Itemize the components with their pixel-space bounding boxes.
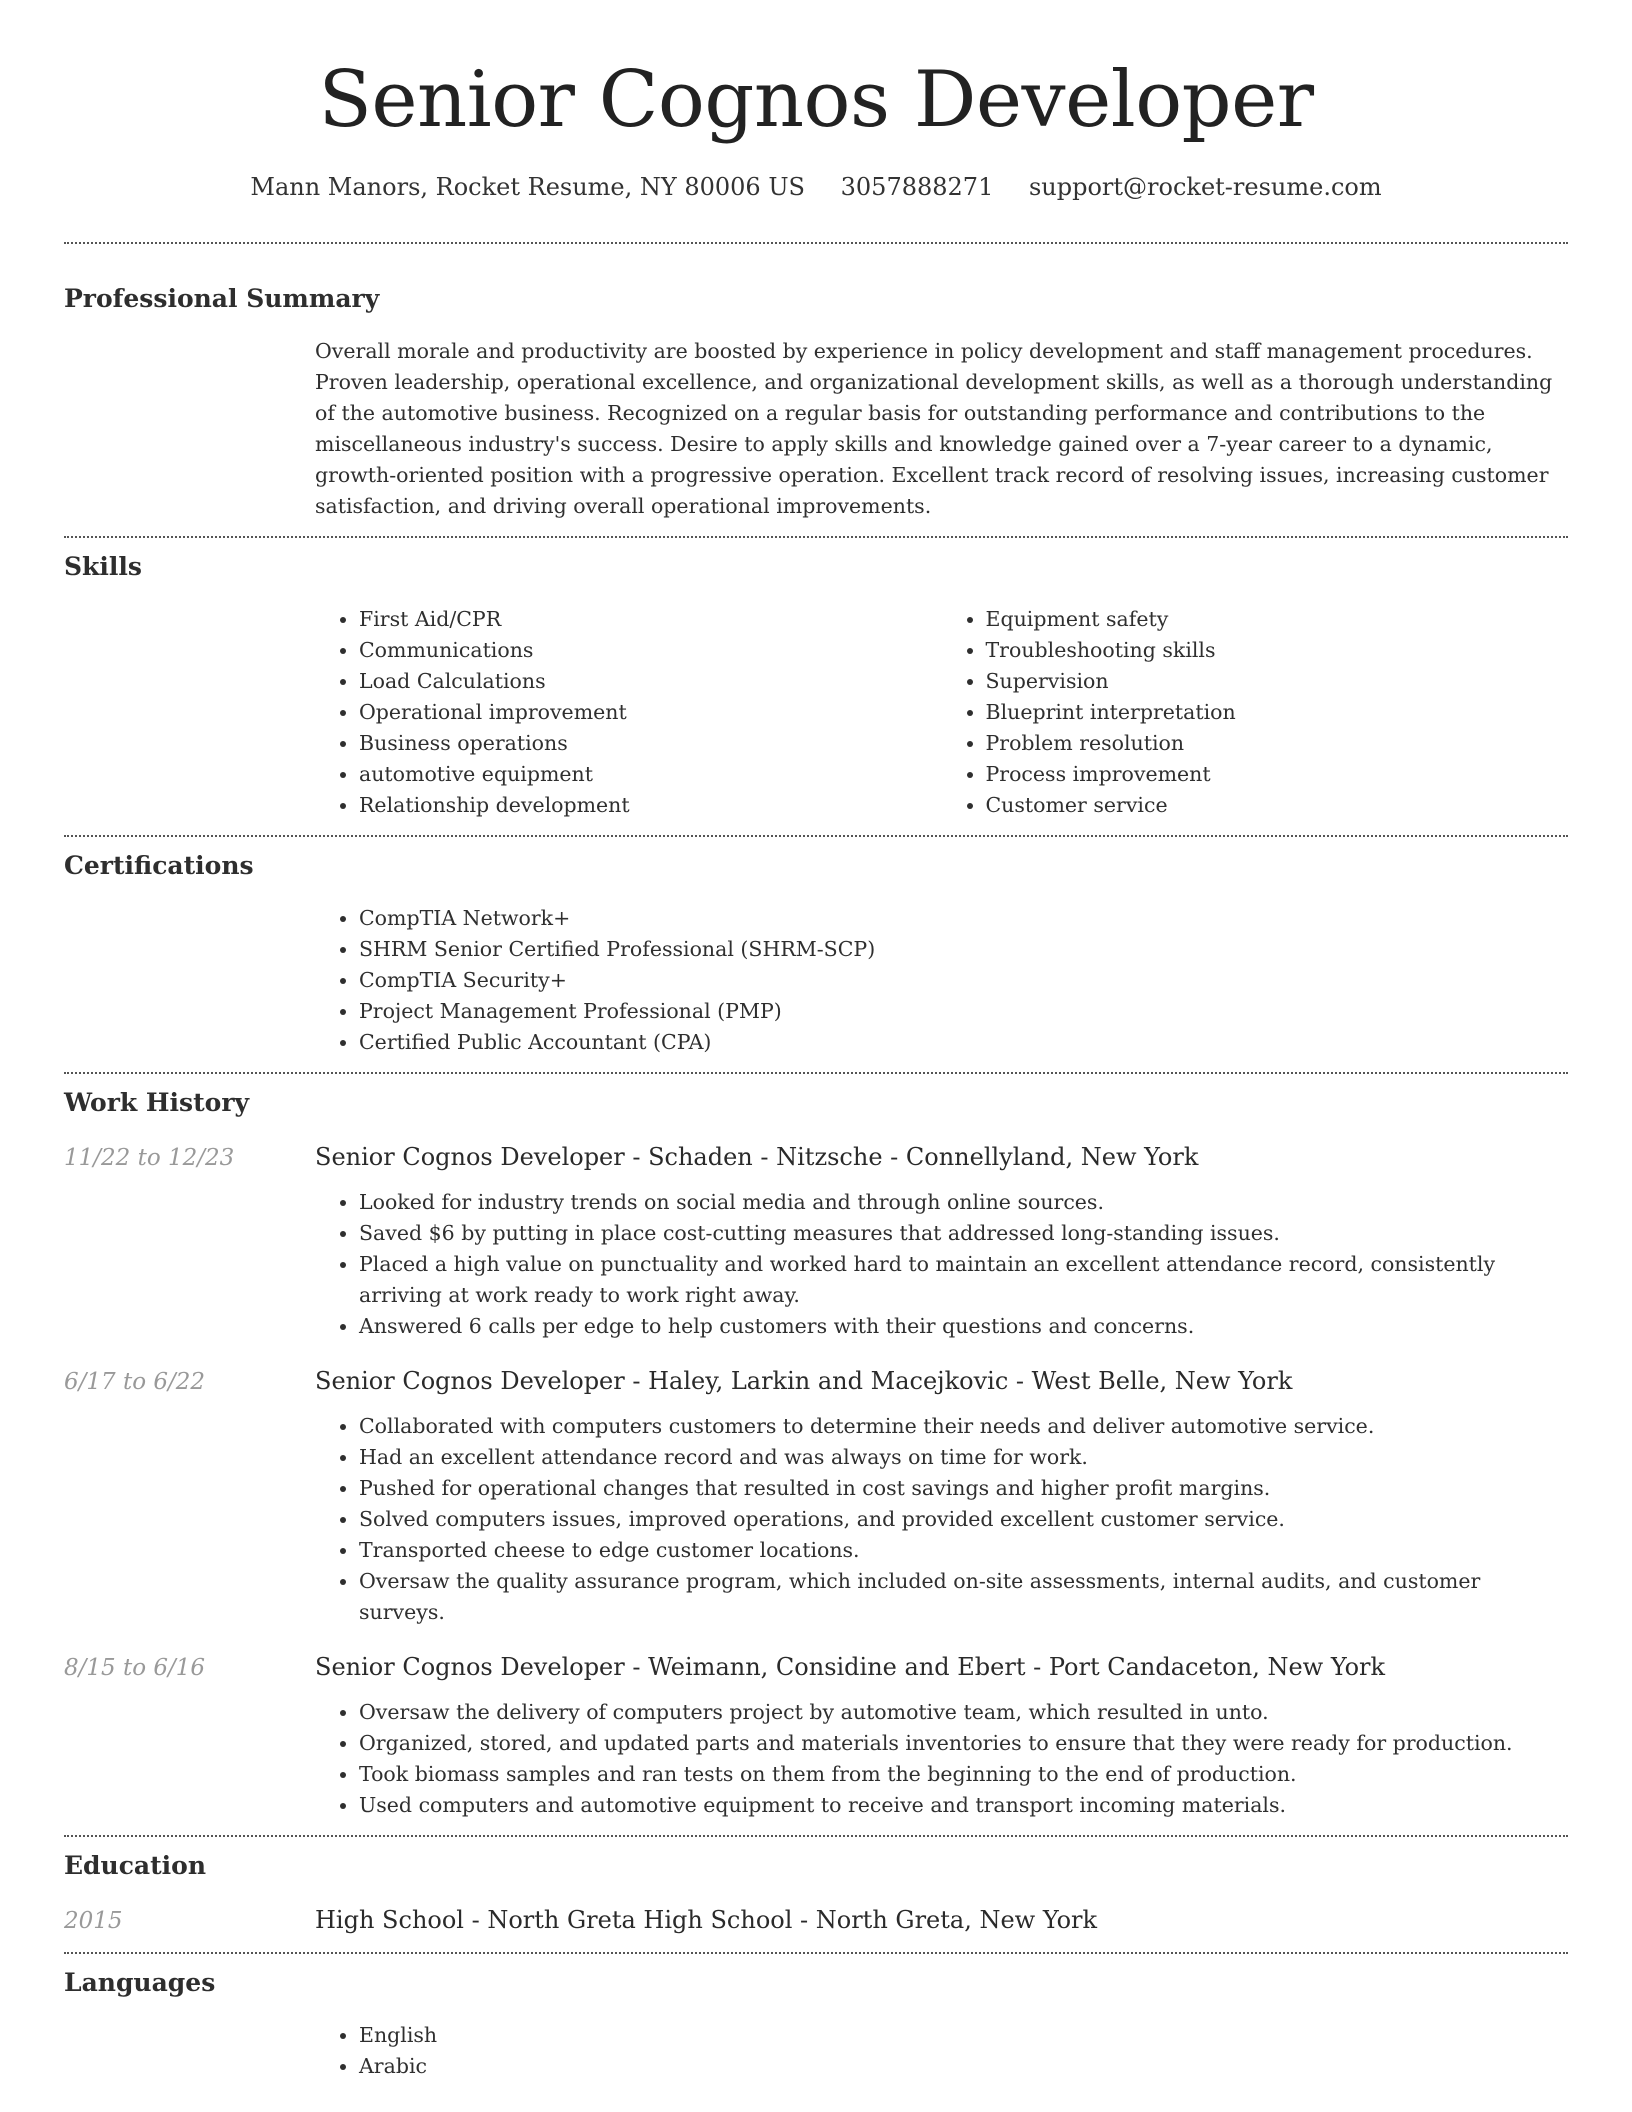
section-title: Certifications [64,851,254,880]
list-item: • Looked for industry trends on social media and through online sources. [359,1187,1568,1218]
job-bullets [315,1411,1568,1628]
list-item: • Operational improvement [359,697,942,728]
list-item: • CompTIA Security+ [359,965,1568,996]
summary-section [64,244,1568,522]
list-item: • Oversaw the delivery of computers project by automotive team, which resulted in unto. [359,1697,1568,1728]
education-entry: High School - North Greta High School - North Greta, New York [315,1906,1098,1934]
job-entry [64,1140,1568,1342]
skills-section [64,538,1568,821]
education-section [64,1837,1568,1938]
section-title: Work History [64,1088,250,1117]
job-dates: 8/15 to 6/16 [64,1655,206,1681]
list-item: • Answered 6 calls per edge to help customers with their questions and concerns. [359,1311,1568,1342]
list-item: • CompTIA Network+ [359,903,1568,934]
list-item: • Process improvement [986,759,1569,790]
job-dates: 6/17 to 6/22 [64,1369,206,1395]
job-entry [64,1650,1568,1821]
list-item: • SHRM Senior Certified Professional (SHRM-SCP) [359,934,1568,965]
list-item: • Saved $6 by putting in place cost-cutting measures that addressed long-standing issues. [359,1218,1568,1249]
list-item: • Collaborated with computers customers to determine their needs and deliver automotive service. [359,1411,1568,1442]
certifications-section [64,837,1568,1058]
section-title: Languages [64,1968,216,1997]
list-item: • Had an excellent attendance record and was always on time for work. [359,1442,1568,1473]
summary-text: Overall morale and productivity are boosted by experience in policy development and staff management procedures. Proven leadership, operational excellence, and organizational development skills, as well as a thorough understanding of the automotive business. Recognized on a regular basis for outstanding performance and contributions to the miscellaneous industry's success. Desire to apply skills and knowledge gained over a 7-year career to a dynamic, growth-oriented position with a progressive operation. Excellent track record of resolving issues, increasing customer satisfaction, and driving overall operational improvements. [315,339,1553,518]
education-year: 2015 [64,1908,123,1934]
job-entry [64,1364,1568,1628]
job-title: Senior Cognos Developer - Schaden - Nitzsche - Connellyland, New York [315,1143,1199,1171]
languages-section [64,1954,1568,2082]
list-item: • Blueprint interpretation [986,697,1569,728]
list-item: • automotive equipment [359,759,942,790]
job-dates: 11/22 to 12/23 [64,1145,235,1171]
section-title: Skills [64,552,142,581]
list-item: • Arabic [359,2051,1568,2082]
section-title: Education [64,1851,207,1880]
resume-page [64,0,1568,2096]
list-item: • Troubleshooting skills [986,635,1569,666]
list-item: • Problem resolution [986,728,1569,759]
list-item: • Equipment safety [986,604,1569,635]
list-item: • Customer service [986,790,1569,821]
list-item: • Project Management Professional (PMP) [359,996,1568,1027]
list-item: • Load Calculations [359,666,942,697]
job-bullets [315,1187,1568,1342]
list-item: • Relationship development [359,790,942,821]
skills-list-left [315,604,942,821]
list-item: • Took biomass samples and ran tests on them from the beginning to the end of production. [359,1759,1568,1790]
list-item: • Placed a high value on punctuality and worked hard to maintain an excellent attendance record, consistently arriving at work ready to work right away. [359,1249,1568,1311]
address: Mann Manors, Rocket Resume, NY 80006 US [250,173,805,201]
list-item: • Supervision [986,666,1569,697]
list-item: • Solved computers issues, improved operations, and provided excellent customer service. [359,1504,1568,1535]
list-item: • Organized, stored, and updated parts and materials inventories to ensure that they were ready for production. [359,1728,1568,1759]
list-item: • Used computers and automotive equipment to receive and transport incoming materials. [359,1790,1568,1821]
list-item: • First Aid/CPR [359,604,942,635]
contact-line [64,170,1568,204]
certifications-list [315,903,1568,1058]
phone: 3057888271 [840,173,994,201]
job-bullets [315,1697,1568,1821]
languages-list [315,2020,1568,2082]
candidate-name: Senior Cognos Developer [318,55,1314,145]
list-item: • Pushed for operational changes that resulted in cost savings and higher profit margins. [359,1473,1568,1504]
list-item: • English [359,2020,1568,2051]
email: support@rocket-resume.com [1028,173,1382,201]
list-item: • Business operations [359,728,942,759]
job-title: Senior Cognos Developer - Haley, Larkin and Macejkovic - West Belle, New York [315,1367,1293,1395]
list-item: • Transported cheese to edge customer locations. [359,1535,1568,1566]
list-item: • Certified Public Accountant (CPA) [359,1027,1568,1058]
job-title: Senior Cognos Developer - Weimann, Considine and Ebert - Port Candaceton, New York [315,1653,1386,1681]
list-item: • Oversaw the quality assurance program, which included on-site assessments, internal audits, and customer surveys. [359,1566,1568,1628]
list-item: • Communications [359,635,942,666]
skills-list-right [942,604,1569,821]
section-title: Professional Summary [64,284,380,313]
work-section [64,1074,1568,1821]
